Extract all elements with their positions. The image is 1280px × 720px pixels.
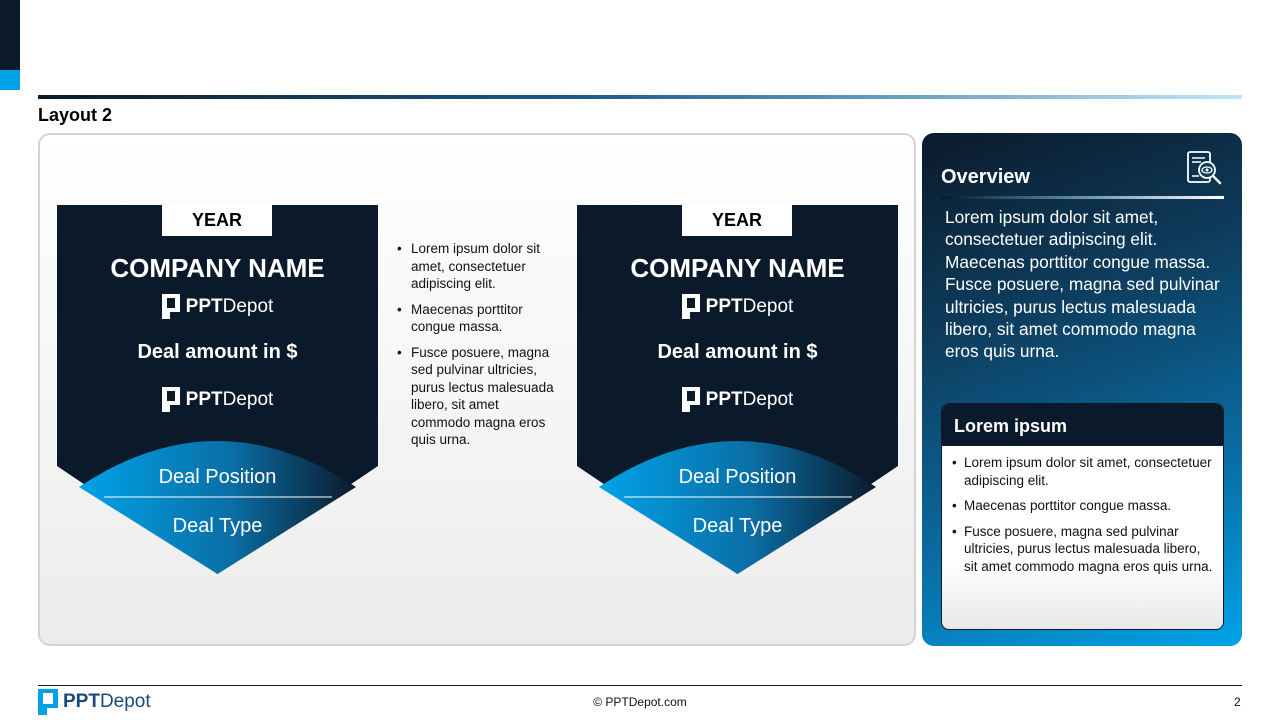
brand-logo: PPTDepot — [577, 387, 898, 412]
overview-text: Lorem ipsum dolor sit amet, consectetuer adipiscing elit. Maecenas porttitor congue massa. Fusce posuere, magna sed pulvinar ultricies, purus lectus malesuada libero, sit amet commodo magna eros quis urna. — [945, 207, 1220, 362]
brand-logo: PPTDepot — [57, 294, 378, 319]
company-name: COMPANY NAME — [630, 253, 845, 283]
logo-mark-icon — [682, 294, 700, 319]
overview-title: Overview — [941, 166, 1030, 188]
logo-mark-icon — [162, 387, 180, 412]
list-item: • Fusce posuere, magna sed pulvinar ultricies, purus lectus malesuada libero, sit amet commodo magna eros quis urna. — [397, 344, 555, 449]
year-label: YEAR — [162, 205, 272, 236]
logo-mark-icon — [162, 294, 180, 319]
brand-logo: PPTDepot — [577, 294, 898, 319]
year-label: YEAR — [682, 205, 792, 236]
footer-logo: PPTDepot — [38, 689, 151, 715]
list-item: • Lorem ipsum dolor sit amet, consectetuer adipiscing elit. — [397, 240, 555, 293]
deal-amount: Deal amount in $ — [137, 341, 298, 363]
deal-type: Deal Type — [692, 515, 783, 537]
copyright-text: © PPTDepot.com — [593, 695, 687, 709]
list-item: • Fusce posuere, magna sed pulvinar ultricies, purus lectus malesuada libero, sit amet commodo magna eros quis urna. — [952, 523, 1213, 576]
list-item: • Lorem ipsum dolor sit amet, consectetuer adipiscing elit. — [952, 454, 1213, 489]
corner-accent-blue — [0, 70, 20, 90]
title-rule — [38, 95, 1242, 99]
list-item: • Maecenas porttitor congue massa. — [397, 301, 555, 336]
brand-logo: PPTDepot — [57, 387, 378, 412]
deal-position: Deal Position — [158, 466, 277, 488]
deal-card-2 — [577, 205, 898, 575]
footer-rule — [38, 685, 1242, 686]
deal-card-1 — [57, 205, 378, 575]
lorem-card-title: Lorem ipsum — [942, 404, 1223, 446]
overview-rule — [941, 196, 1224, 199]
slide-title: Layout 2 — [38, 105, 113, 125]
deal-type: Deal Type — [172, 515, 263, 537]
logo-mark-icon — [682, 387, 700, 412]
corner-accent-dark — [0, 0, 20, 70]
deal-position: Deal Position — [678, 466, 797, 488]
company-name: COMPANY NAME — [110, 253, 325, 283]
document-search-icon — [1185, 150, 1223, 186]
lorem-card — [941, 403, 1224, 630]
deal-amount: Deal amount in $ — [657, 341, 818, 363]
list-item: • Maecenas porttitor congue massa. — [952, 497, 1213, 515]
middle-bullet-list — [397, 240, 555, 457]
page-number: 2 — [1234, 695, 1241, 709]
lorem-card-list — [942, 446, 1223, 575]
